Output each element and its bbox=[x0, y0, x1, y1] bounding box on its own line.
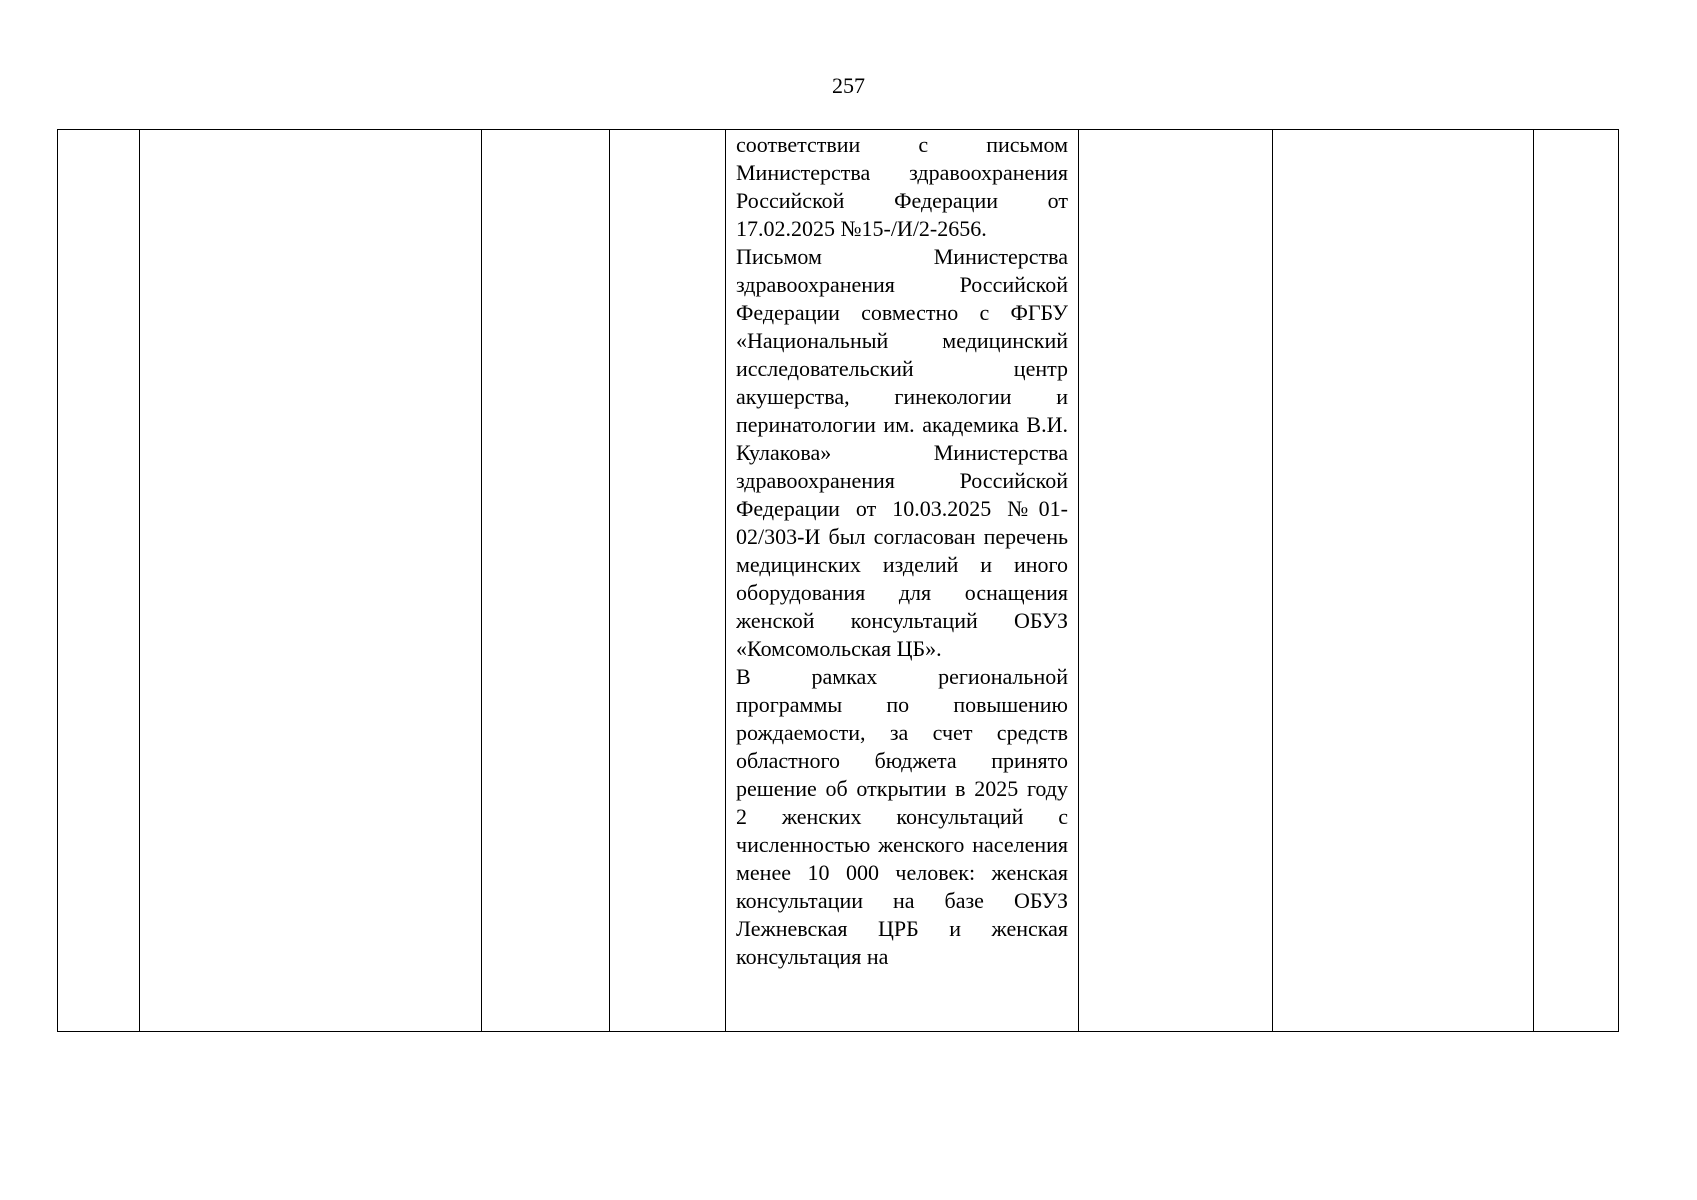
table-cell-empty-6 bbox=[1079, 130, 1273, 1032]
paragraph-2: Письмом Министерства здравоохранения Российской Федерации совместно с ФГБУ «Национальный медицинский исследовательский центр акушерства, гинекологии и перинатологии им. академика В.И. Кулакова» Министерства здравоохранения Российской Федерации от 10.03.2025 №01-02/303-И был согласован перечень медицинских изделий и иного оборудования для оснащения женской консультаций ОБУЗ «Комсомольская ЦБ». bbox=[736, 244, 1068, 661]
table-cell-empty-1 bbox=[58, 130, 140, 1032]
table-cell-empty-2 bbox=[140, 130, 482, 1032]
table-row bbox=[58, 130, 1619, 1032]
table-cell-empty-8 bbox=[1534, 130, 1619, 1032]
table-cell-empty-3 bbox=[482, 130, 610, 1032]
page-number: 257 bbox=[832, 73, 865, 98]
paragraph-3: В рамках региональной программы по повышению рождаемости, за счет средств областного бюджета принято решение об открытии в 2025 году 2 женских консультаций с численностью женского населения менее 10 000 человек: женская консультации на базе ОБУЗ Лежневская ЦРБ и женская консультация на bbox=[736, 664, 1068, 969]
cell-text-block bbox=[736, 131, 1068, 1031]
table-cell-text bbox=[726, 130, 1079, 1032]
table-cell-empty-4 bbox=[610, 130, 726, 1032]
paragraph-1: соответствии с письмом Министерства здравоохранения Российской Федерации от 17.02.2025 №15-/И/2-2656. bbox=[736, 132, 1068, 241]
table-cell-empty-7 bbox=[1273, 130, 1534, 1032]
document-table bbox=[57, 129, 1619, 1032]
